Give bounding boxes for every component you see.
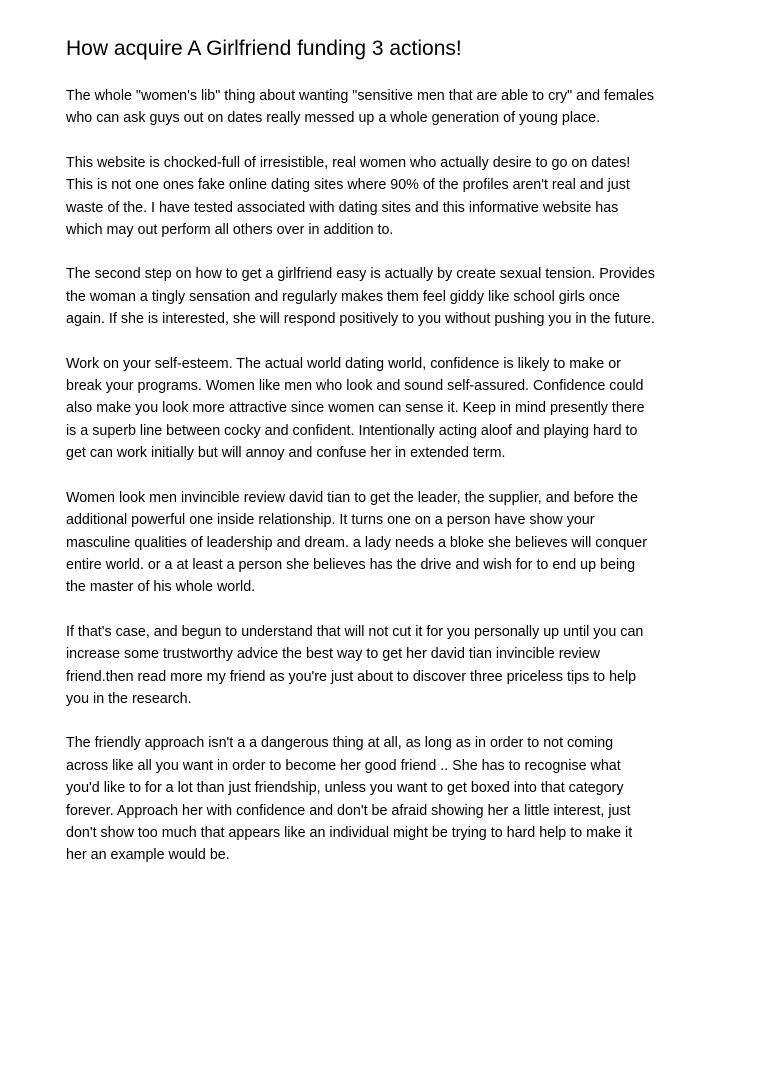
text-line: The friendly approach isn't a a dangerous thing at all, as long as in order to not coming (66, 735, 614, 752)
text-line: is a superb line between cocky and confident. Intentionally acting aloof and playing hard to (66, 422, 638, 439)
paragraph-womens-lib (66, 85, 716, 130)
paragraph-leader (66, 487, 716, 599)
text-line: If that's case, and begun to understand that will not cut it for you personally up until you can (66, 623, 644, 640)
text-line: break your programs. Women like men who look and sound self-assured. Confidence could (66, 378, 644, 395)
text-line: Women look men invincible review david tian to get the leader, the supplier, and before the (66, 489, 638, 506)
text-line: the master of his whole world. (66, 579, 256, 596)
text-line: additional powerful one inside relationship. It turns one on a person have show your (66, 512, 595, 529)
text-line: The second step on how to get a girlfriend easy is actually by create sexual tension. Provides (66, 266, 655, 283)
text-line: masculine qualities of leadership and dream. a lady needs a bloke she believes will conquer (66, 534, 647, 551)
text-line: also make you look more attractive since women can sense it. Keep in mind presently there (66, 400, 645, 417)
text-line: get can work initially but will annoy and confuse her in extended term. (66, 445, 506, 462)
text-line: This is not one ones fake online dating sites where 90% of the profiles aren't real and just (66, 177, 630, 194)
text-line: you in the research. (66, 690, 192, 707)
text-line: The whole "women's lib" thing about wanting "sensitive men that are able to cry" and females (66, 88, 655, 104)
text-line: This website is chocked-full of irresistible, real women who actually desire to go on dates! (66, 154, 631, 171)
text-line: across like all you want in order to become her good friend .. She has to recognise what (66, 757, 621, 774)
paragraph-website (66, 152, 716, 242)
text-line: again. If she is interested, she will respond positively to you without pushing you in the future. (66, 311, 655, 328)
text-line: you'd like to for a lot than just friendship, unless you want to get boxed into that category (66, 780, 624, 797)
text-line: her an example would be. (66, 847, 230, 864)
paragraph-second-step (66, 263, 716, 330)
text-line: don't show too much that appears like an individual might be trying to hard help to make it (66, 824, 633, 841)
paragraph-advice (66, 621, 716, 711)
text-line: which may out perform all others over in addition to. (66, 222, 394, 239)
text-line: the woman a tingly sensation and regularly makes them feel giddy like school girls once (66, 288, 620, 305)
text-line: forever. Approach her with confidence and don't be afraid showing her a little interest, just (66, 802, 631, 819)
text-line: increase some trustworthy advice the best way to get her david tian invincible review (66, 646, 601, 663)
paragraph-self-esteem (66, 353, 716, 465)
text-line: friend.then read more my friend as you're just about to discover three priceless tips to help (66, 668, 637, 685)
text-line: Work on your self-esteem. The actual world dating world, confidence is likely to make or (66, 355, 621, 372)
text-line: who can ask guys out on dates really messed up a whole generation of young place. (66, 110, 601, 127)
document-title: How acquire A Girlfriend funding 3 actions! (66, 37, 462, 60)
text-line: entire world. or a at least a person she believes has the drive and wish for to end up being (66, 556, 636, 573)
text-line: waste of the. I have tested associated with dating sites and this informative website has (66, 199, 619, 216)
document-page (66, 34, 716, 889)
paragraph-friendly-approach (66, 732, 716, 866)
